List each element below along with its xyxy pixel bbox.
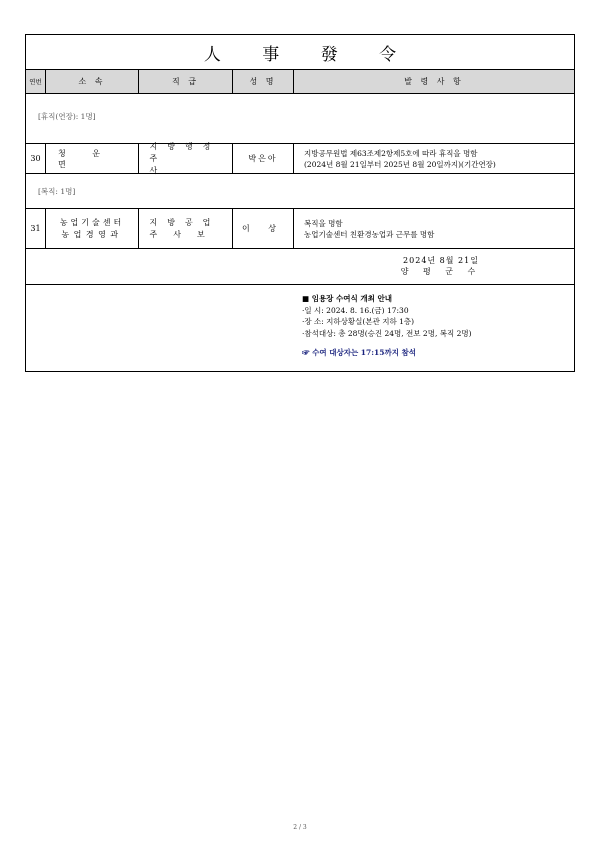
date-row: [26, 249, 574, 285]
rank-line: 주사보: [149, 229, 221, 239]
rank-line: 지방공업: [149, 217, 221, 227]
row-name: 이 상: [233, 209, 294, 248]
detail-line: (2024년 8월 21일부터 2025년 8월 20일까지)(기간연장): [304, 159, 496, 169]
row-dept: [46, 209, 139, 248]
issuer: 양 평 군 수: [400, 267, 482, 276]
table-header: [26, 70, 574, 94]
section-label-row: [26, 94, 574, 144]
header-detail: 발 령 사 항: [404, 77, 464, 86]
header-no: 연번: [26, 70, 46, 93]
table-row: [26, 209, 574, 249]
date-block: [381, 255, 501, 277]
notice-line: ·참석대상: 총 28명(승진 24명, 전보 2명, 복직 2명): [302, 328, 472, 338]
notice-note: ☞ 수여 대상자는 17:15까지 참석: [302, 348, 417, 357]
header-rank: 직 급: [139, 70, 233, 93]
dept-line: 농업경영과: [61, 229, 123, 239]
personnel-order-table: [25, 34, 575, 372]
detail-line: 농업기술센터 친환경농업과 근무를 명함: [304, 229, 435, 239]
header-dept: 소 속: [46, 70, 139, 93]
notice-heading: ■ 임용장 수여식 개최 안내: [302, 294, 392, 303]
section-label-row: [26, 174, 574, 209]
row-dept: [46, 144, 139, 173]
row-name: 박은아: [233, 144, 294, 173]
header-name: 성 명: [233, 70, 294, 93]
issue-date: 2024년 8월 21일: [403, 256, 479, 265]
page-number: 2 / 3: [293, 824, 307, 831]
detail-line: 복직을 명함: [304, 218, 343, 228]
notice-line: ·장 소: 지하상황실(본관 지하 1층): [302, 317, 415, 326]
section-label: [휴직(연장): 1명]: [38, 112, 96, 121]
row-detail: [294, 209, 574, 248]
ceremony-notice: [302, 293, 472, 359]
section-label: [복직: 1명]: [38, 187, 76, 196]
row-rank: [139, 209, 233, 248]
notice-line: ·일 시: 2024. 8. 16.(금) 17:30: [302, 305, 409, 315]
rank-line: 지방행정: [149, 141, 221, 151]
row-no: 30: [26, 144, 46, 173]
dept-line: 청 운 면: [58, 148, 112, 169]
row-no: 31: [26, 209, 46, 248]
row-rank: [139, 141, 233, 175]
detail-line: 지방공무원법 제63조제2항제5호에 따라 휴직을 명함: [304, 148, 478, 158]
row-detail: [294, 144, 574, 173]
table-row: [26, 141, 574, 175]
rank-line: 주사: [149, 153, 212, 175]
document-title: 人 事 發 令: [26, 35, 574, 70]
dept-line: 농업기술센터: [59, 217, 125, 227]
